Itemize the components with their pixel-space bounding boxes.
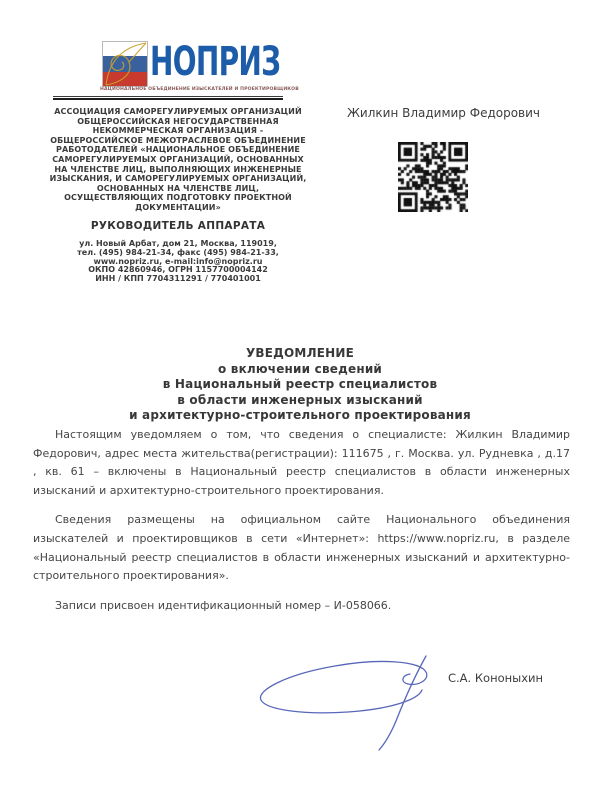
- org-line: ДОКУМЕНТАЦИИ»: [135, 202, 221, 212]
- contact-inn-kpp: ИНН / КПП 7704311291 / 770401001: [95, 274, 261, 284]
- org-line: ИЗЫСКАНИЯ, И САМОРЕГУЛИРУЕМЫХ ОРГАНИЗАЦИЙ,: [49, 174, 307, 184]
- logo-brand-text: НОПРИЗ: [150, 39, 281, 85]
- department-title: РУКОВОДИТЕЛЬ АППАРАТА: [90, 220, 266, 232]
- notification-body: [33, 426, 570, 626]
- notification-title: [0, 346, 600, 424]
- organization-name-block: [30, 107, 326, 213]
- qr-code: [398, 142, 468, 212]
- title-line: в области инженерных изысканий: [177, 392, 423, 407]
- org-line: САМОРЕГУЛИРУЕМЫХ ОРГАНИЗАЦИЙ, ОСНОВАННЫХ: [52, 154, 304, 164]
- org-line: НЕКОММЕРЧЕСКАЯ ОРГАНИЗАЦИЯ -: [92, 126, 264, 136]
- org-line: АССОЦИАЦИЯ САМОРЕГУЛИРУЕМЫХ ОРГАНИЗАЦИЙ: [54, 107, 302, 116]
- title-line: и архитектурно-строительного проектирования: [129, 408, 471, 423]
- flag-spiral-icon: [102, 41, 148, 87]
- title-line: в Национальный реестр специалистов: [162, 377, 438, 392]
- contact-address: ул. Новый Арбат, дом 21, Москва, 119019,: [79, 239, 277, 248]
- handwritten-signature: [250, 648, 505, 756]
- org-line: ОБЩЕРОССИЙСКОЕ МЕЖОТРАСЛЕВОЕ ОБЪЕДИНЕНИЕ: [50, 135, 306, 145]
- contact-web-email: www.nopriz.ru, e-mail:info@nopriz.ru: [93, 256, 263, 266]
- body-paragraph: Сведения размещены на официальном сайте Национального объединения изыскателей и проектировщиков в сети «Интернет»: https://www.nopriz.ru, в разделе «Национальный реестр специалистов в области инженерных изысканий и архитектурно-строительного проектирования».: [33, 513, 570, 583]
- org-line: ОСУЩЕСТВЛЯЮЩИХ ПОДГОТОВКУ ПРОЕКТНОЙ: [64, 193, 292, 203]
- org-line: ОБЩЕРОССИЙСКАЯ НЕГОСУДАРСТВЕННАЯ: [77, 116, 279, 126]
- logo-tagline-text: НАЦИОНАЛЬНОЕ ОБЪЕДИНЕНИЕ ИЗЫСКАТЕЛЕЙ И ПРОЕКТИРОВЩИКОВ: [100, 87, 299, 92]
- org-line: НА ЧЛЕНСТВЕ ЛИЦ, ВЫПОЛНЯЮЩИХ ИНЖЕНЕРНЫЕ: [54, 164, 302, 174]
- title-line: УВЕДОМЛЕНИЕ: [245, 346, 355, 360]
- letterhead-divider: [53, 96, 283, 100]
- signer-name: С.А. Кононыхин: [448, 671, 544, 685]
- body-paragraph-id-number: Записи присвоен идентификационный номер – И-058066.: [55, 598, 392, 612]
- contact-okpo-ogrn: ОКПО 42860946, ОГРН 1157700004142: [88, 265, 268, 275]
- contact-block: [30, 240, 326, 284]
- title-line: о включении сведений: [217, 361, 383, 376]
- recipient-name: Жилкин Владимир Федорович: [347, 106, 541, 120]
- contact-phone-fax: тел. (495) 984-21-34, факс (495) 984-21-33,: [77, 247, 279, 257]
- nopriz-logo: [100, 38, 299, 96]
- org-line: ОСНОВАННЫХ НА ЧЛЕНСТВЕ ЛИЦ,: [96, 183, 260, 193]
- body-paragraph: Настоящим уведомляем о том, что сведения о специалисте: Жилкин Владимир Федорович, адрес места жительства(регистрации): 111675 , г. Москва. ул. Рудневка , д.17 , кв. 61 – включены в Национальный реестр специалистов в области инженерных изысканий и архитектурно-строительного проектирования.: [33, 428, 570, 497]
- org-line: РАБОТОДАТЕЛЕЙ «НАЦИОНАЛЬНОЕ ОБЪЕДИНЕНИЕ: [55, 145, 300, 155]
